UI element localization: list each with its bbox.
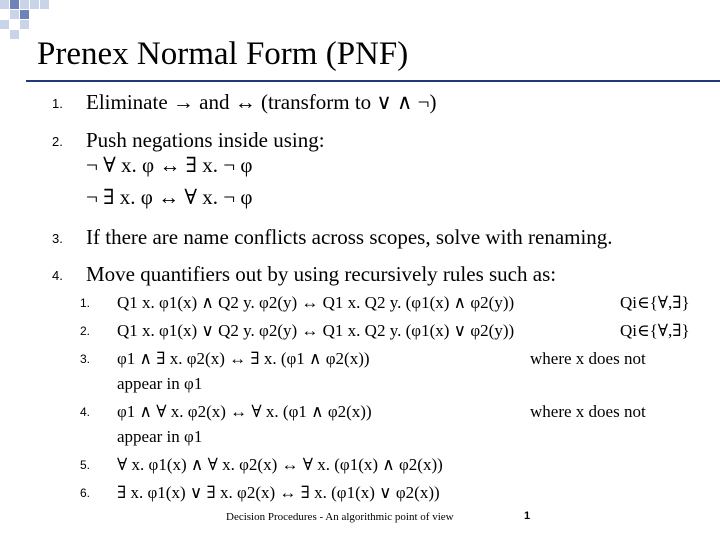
list-text: Move quantifiers out by using recursively rules such as: [86, 262, 557, 286]
list-number: 2. [52, 134, 63, 149]
list-number: 3. [52, 231, 63, 246]
list-text: Eliminate → and ↔ (transform to ∨ ∧ ¬) [86, 90, 437, 114]
sub-list-text: Q1 x. φ1(x) ∨ Q2 y. φ2(y) ↔ Q1 x. Q2 y. (φ1(x) ∨ φ2(y)) [117, 321, 515, 340]
slide-title: Prenex Normal Form (PNF) [37, 36, 409, 72]
quantifier-note: Qi∈{∀,∃} [620, 321, 690, 340]
negation-rule: ¬ ∃ x. φ ↔ ∀ x. ¬ φ [86, 185, 253, 209]
page-number: 1 [524, 510, 531, 522]
condition-note-continued: appear in φ1 [117, 374, 203, 393]
slide-footer: Decision Procedures - An algorithmic point of view [226, 511, 454, 523]
sub-list-number: 2. [80, 324, 91, 338]
sub-list-number: 1. [80, 296, 91, 310]
condition-note: where x does not [530, 402, 646, 421]
sub-list-text: ∀ x. φ1(x) ∧ ∀ x. φ2(x) ↔ ∀ x. (φ1(x) ∧ φ2(x)) [117, 455, 443, 474]
sub-list-number: 6. [80, 486, 91, 500]
negation-rule: ¬ ∀ x. φ ↔ ∃ x. ¬ φ [86, 153, 253, 177]
list-text: Push negations inside using: [86, 128, 325, 152]
condition-note-continued: appear in φ1 [117, 427, 203, 446]
sub-list-text: ∃ x. φ1(x) ∨ ∃ x. φ2(x) ↔ ∃ x. (φ1(x) ∨ φ2(x)) [117, 483, 440, 502]
corner-decoration [0, 0, 60, 40]
list-text: If there are name conflicts across scopes, solve with renaming. [86, 225, 613, 249]
condition-note: where x does not [530, 349, 646, 368]
sub-list-number: 5. [80, 458, 91, 472]
sub-list-text: Q1 x. φ1(x) ∧ Q2 y. φ2(y) ↔ Q1 x. Q2 y. (φ1(x) ∧ φ2(y)) [117, 293, 515, 312]
list-number: 4. [52, 268, 63, 283]
list-number: 1. [52, 96, 63, 111]
sub-list-text: φ1 ∧ ∃ x. φ2(x) ↔ ∃ x. (φ1 ∧ φ2(x)) [117, 349, 370, 368]
sub-list-text: φ1 ∧ ∀ x. φ2(x) ↔ ∀ x. (φ1 ∧ φ2(x)) [117, 402, 372, 421]
sub-list-number: 4. [80, 405, 91, 419]
sub-list-number: 3. [80, 352, 91, 366]
quantifier-note: Qi∈{∀,∃} [620, 293, 690, 312]
title-divider [26, 80, 720, 82]
